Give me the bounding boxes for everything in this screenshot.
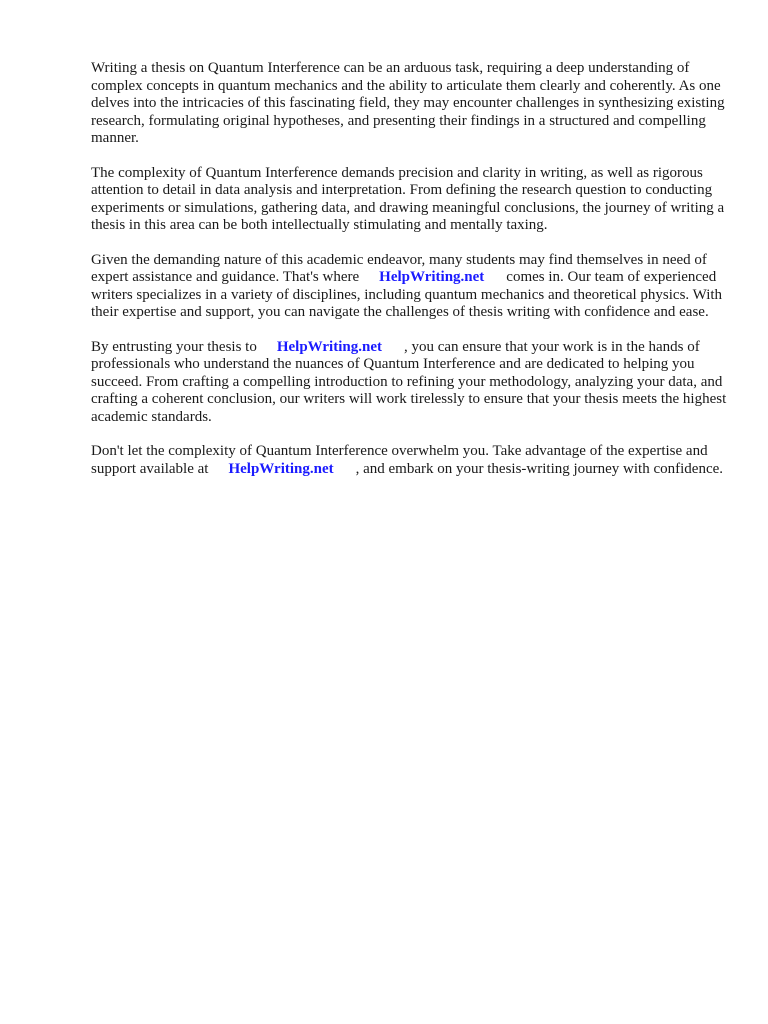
paragraph-entrusting-text-after: , you can ensure that your work is in the hands of professionals who understand the nuances of Quantum Interference and are dedicated to helping you succeed. From crafting a compelling introduction to refining your methodology, analyzing your data, and crafting a coherent conclusion, our writers will work tirelessly to ensure that your thesis meets the highest academic standards. — [91, 338, 727, 425]
helpwriting-link[interactable]: HelpWriting.net — [276, 338, 382, 355]
paragraph-assistance — [91, 252, 731, 322]
paragraph-closing — [91, 443, 731, 478]
document-body — [91, 60, 731, 495]
paragraph-assistance-text-after: comes in. Our team of experienced writers specializes in a variety of disciplines, including quantum mechanics and theoretical physics. With their expertise and support, you can navigate the challenges of thesis writing with confidence and ease. — [91, 269, 723, 320]
paragraph-intro: Writing a thesis on Quantum Interference can be an arduous task, requiring a deep understanding of complex concepts in quantum mechanics and the ability to articulate them clearly and coherently. As one delves into the intricacies of this fascinating field, they may encounter challenges in synthesizing existing research, formulating original hypotheses, and presenting their findings in a structured and compelling manner. — [91, 60, 725, 146]
paragraph-entrusting — [91, 339, 731, 427]
helpwriting-link[interactable]: HelpWriting.net — [228, 460, 334, 477]
paragraph-closing-text-after: , and embark on your thesis-writing journey with confidence. — [355, 460, 724, 477]
helpwriting-link[interactable]: HelpWriting.net — [379, 269, 485, 285]
paragraph-closing-text-before: Don't let the complexity of Quantum Interference overwhelm you. Take advantage of the expertise and support available at — [91, 443, 708, 477]
paragraph-assistance-text-before: Given the demanding nature of this academic endeavor, many students may find themselves in need of expert assistance and guidance. That's where — [91, 251, 707, 285]
paragraph-complexity: The complexity of Quantum Interference demands precision and clarity in writing, as well as rigorous attention to detail in data analysis and interpretation. From defining the research question to conducting experiments or simulations, gathering data, and drawing meaningful conclusions, the journey of writing a thesis in this area can be both intellectually stimulating and mentally taxing. — [91, 164, 725, 233]
paragraph-entrusting-text-before: By entrusting your thesis to — [91, 338, 257, 355]
